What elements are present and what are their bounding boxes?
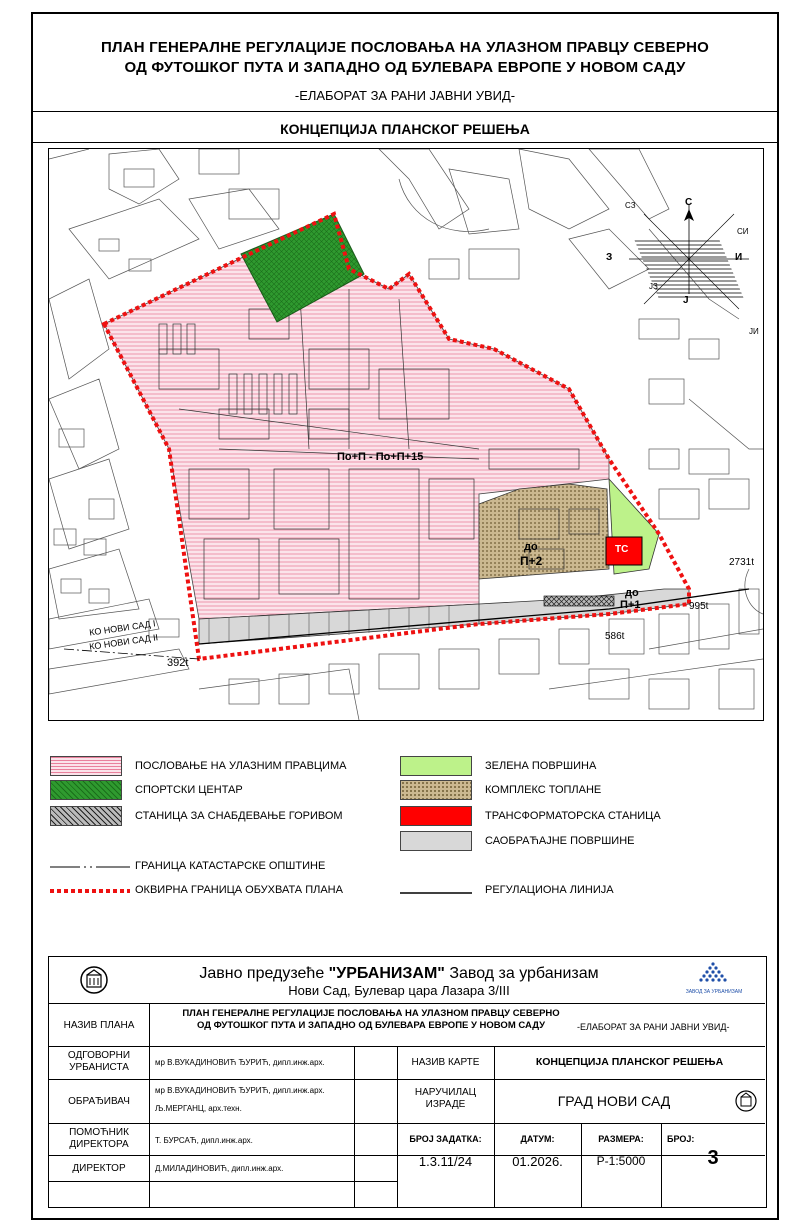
org-line2: Нови Сад, Булевар цара Лазара 3/III [288, 983, 510, 998]
assistant-name: Т. БУРСАЋ, дипл.инж.арх. [155, 1136, 253, 1145]
compass-west: З [606, 252, 613, 263]
zone-fuel-station [544, 596, 614, 606]
zone-label-heating-floors: П+2 [520, 554, 543, 568]
urbanism-logo-icon [79, 965, 109, 995]
legend-label-sports: СПОРТСКИ ЦЕНТАР [135, 784, 243, 796]
plan-name-suffix: -ЕЛАБОРАТ ЗА РАНИ ЈАВНИ УВИД- [577, 1022, 730, 1032]
institute-logo-caption: ЗАВОД ЗА УРБАНИЗАМ [685, 989, 743, 995]
number-value: 3 [707, 1147, 719, 1169]
director-name: Д.МИЛАДИНОВИЋ, дипл.инж.арх. [155, 1164, 284, 1173]
zone-label-transformer: ТС [615, 544, 629, 555]
zone-heating-complex [479, 484, 609, 579]
legend-label-boundary: ОКВИРНА ГРАНИЦА ОБУХВАТА ПЛАНА [135, 884, 343, 896]
compass-se: ЈИ [749, 327, 759, 336]
plan-title-line2: ОД ФУТОШКОГ ПУТА И ЗАПАДНО ОД БУЛЕВАРА ЕВРОПЕ У НОВОМ САДУ [124, 59, 686, 76]
legend-label-business: ПОСЛОВАЊЕ НА УЛАЗНИМ ПРАВЦИМА [135, 760, 347, 772]
institute-logo-icon [693, 961, 733, 991]
parcel-label-586: 586t [605, 631, 625, 642]
legend-label-regulation: РЕГУЛАЦИОНА ЛИНИЈА [485, 884, 614, 896]
parcel-label-392: 392t [167, 657, 189, 669]
plan-name-line1: ПЛАН ГЕНЕРАЛНЕ РЕГУЛАЦИЈЕ ПОСЛОВАЊА НА УЛАЗНОМ ПРАВЦУ СЕВЕРНО [182, 1008, 560, 1019]
divider [33, 111, 777, 112]
assistant-label: ПОМОЋНИК ДИРЕКТОРА [69, 1127, 129, 1150]
compass-south: Ј [683, 295, 689, 306]
parcel-label-2731: 2731t [729, 557, 755, 568]
compass-sw: ЈЗ [649, 282, 658, 291]
map-name-label: НАЗИВ КАРТЕ [411, 1057, 480, 1068]
ko-label-1: КО НОВИ САД I [88, 618, 157, 638]
map-panel[interactable] [48, 148, 764, 721]
sheet-title: КОНЦЕПЦИЈА ПЛАНСКОГ РЕШЕЊА [280, 121, 530, 137]
legend-label-heating: КОМПЛЕКС ТОПЛАНЕ [485, 784, 602, 796]
zone-label-east-floors: П+1 [620, 599, 641, 611]
compass-east: И [735, 252, 743, 263]
org-line1: Јавно предузеће "УРБАНИЗАМ" Завод за урбанизам [199, 965, 599, 982]
compass-ne: СИ [737, 227, 749, 236]
legend-line-boundary [50, 886, 130, 896]
map-name: КОНЦЕПЦИЈА ПЛАНСКОГ РЕШЕЊА [535, 1056, 724, 1068]
legend-label-fuel: СТАНИЦА ЗА СНАБДЕВАЊЕ ГОРИВОМ [135, 810, 343, 822]
compass-north: С [685, 197, 693, 208]
legend-label-green: ЗЕЛЕНА ПОВРШИНА [485, 760, 597, 772]
north-arrow-icon [629, 204, 749, 309]
legend-swatch-business [50, 756, 122, 776]
legend-swatch-fuel [50, 806, 122, 826]
scale-label: РАЗМЕРА: [598, 1134, 644, 1144]
client-name: ГРАД НОВИ САД [557, 1093, 671, 1109]
director-label: ДИРЕКТОР [72, 1163, 126, 1174]
responsible-name: мр В.ВУКАДИНОВИЋ ЂУРИЋ, дипл.инж.арх. [155, 1058, 325, 1067]
parcel-label-995: 995t [689, 601, 709, 612]
compass-nw: СЗ [625, 201, 636, 210]
legend-label-transformer: ТРАНСФОРМАТОРСКА СТАНИЦА [485, 810, 661, 822]
client-label: НАРУЧИЛАЦ ИЗРАДЕ [414, 1087, 477, 1110]
title-block [48, 956, 767, 1208]
date-label: ДАТУМ: [520, 1134, 555, 1144]
city-emblem-icon [735, 1090, 757, 1112]
legend-swatch-sports [50, 780, 122, 800]
plan-title [40, 38, 770, 78]
legend-label-traffic: САОБРАЋАЈНЕ ПОВРШИНЕ [485, 835, 635, 847]
ko-label-2: КО НОВИ САД II [88, 632, 159, 652]
plan-title-line1: ПЛАН ГЕНЕРАЛНЕ РЕГУЛАЦИЈЕ ПОСЛОВАЊА НА УЛАЗНОМ ПРАВЦУ СЕВЕРНО [100, 39, 710, 56]
processor-name-2: Љ.МЕРГАНЦ, арх.техн. [155, 1104, 242, 1113]
processor-label: ОБРАЂИВАЧ [68, 1096, 130, 1107]
zone-label-east-do: до [625, 587, 639, 599]
divider [33, 142, 777, 143]
responsible-label: ОДГОВОРНИ УРБАНИСТА [67, 1050, 131, 1073]
number-label: БРОЈ: [667, 1134, 695, 1144]
scale-value: Р-1:5000 [596, 1154, 646, 1168]
zone-label-business: По+П - По+П+15 [337, 451, 424, 463]
legend-swatch-traffic [400, 831, 472, 851]
zone-label-heating-do: до [524, 541, 538, 553]
legend-line-cadastre [50, 862, 130, 872]
plan-name-line2: ОД ФУТОШКОГ ПУТА И ЗАПАДНО ОД БУЛЕВАРА ЕВРОПЕ У НОВОМ САДУ [197, 1020, 545, 1031]
legend-swatch-heating [400, 780, 472, 800]
date-value: 01.2026. [512, 1154, 563, 1169]
legend-line-regulation [400, 888, 472, 898]
task-label: БРОЈ ЗАДАТКА: [409, 1134, 482, 1144]
legend-label-cadastre: ГРАНИЦА КАТАСТАРСКЕ ОПШТИНЕ [135, 860, 326, 872]
plan-name-label: НАЗИВ ПЛАНА [63, 1020, 135, 1031]
legend-swatch-green [400, 756, 472, 776]
plan-subtitle: -ЕЛАБОРАТ ЗА РАНИ ЈАВНИ УВИД- [294, 88, 516, 103]
legend-swatch-transformer [400, 806, 472, 826]
processor-name-1: мр В.ВУКАДИНОВИЋ ЂУРИЋ, дипл.инж.арх. [155, 1086, 325, 1095]
task-value: 1.3.11/24 [418, 1154, 473, 1169]
